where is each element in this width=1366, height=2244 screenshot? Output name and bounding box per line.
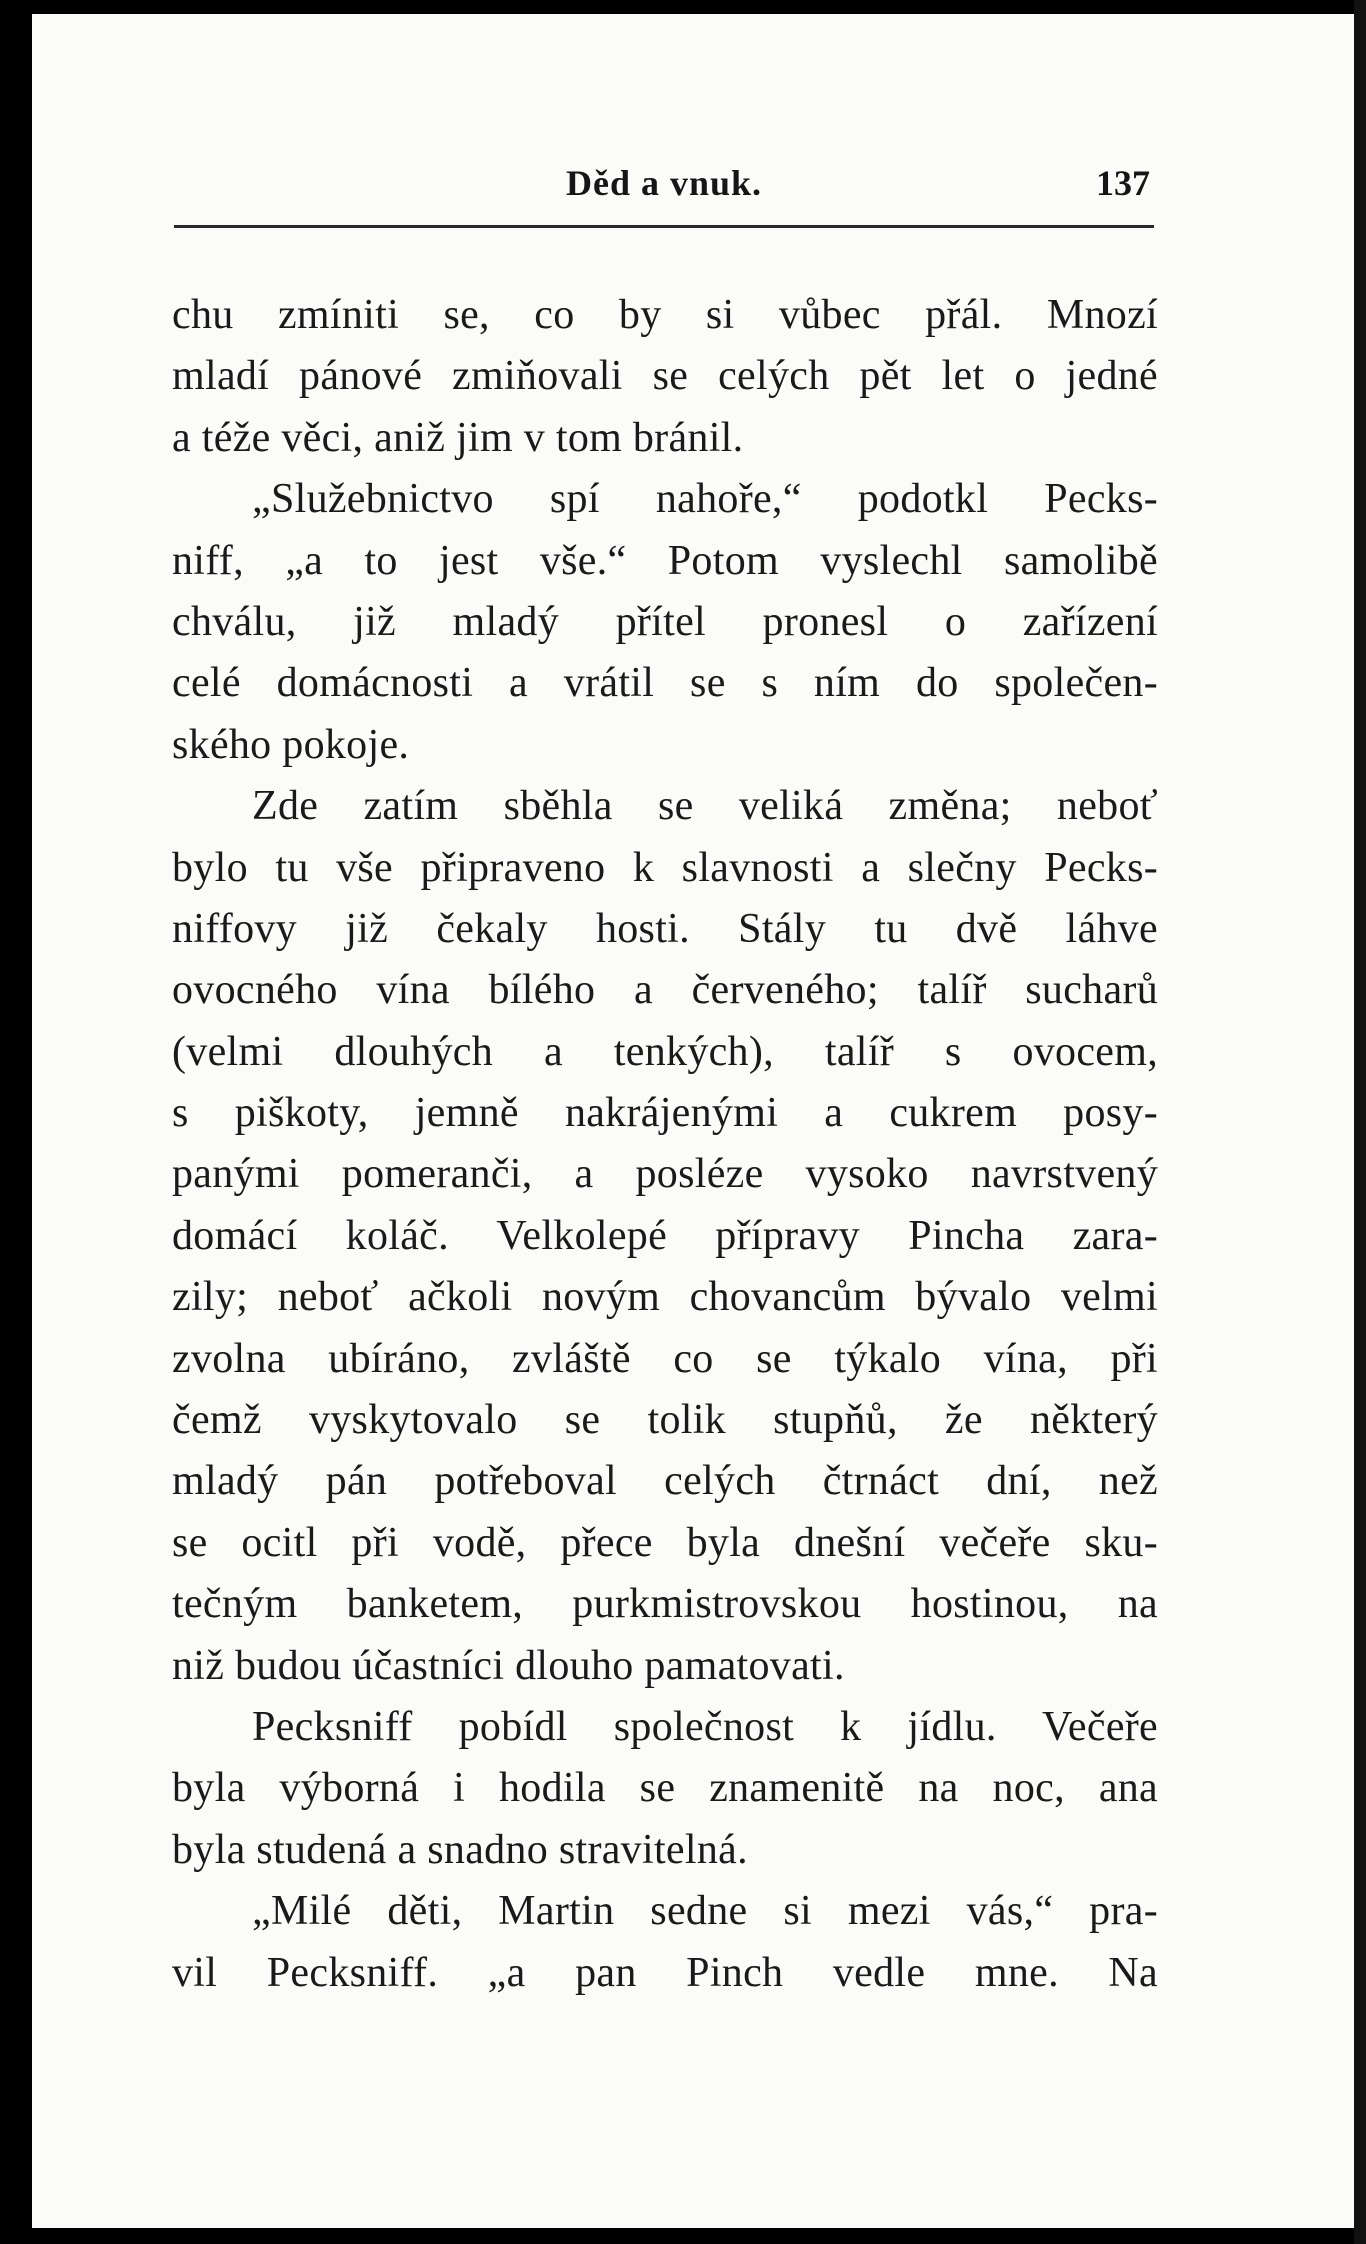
text-line: byla studená a snadno stravitelná.	[172, 1826, 748, 1873]
text-line: chu zmíniti se, co by si vůbec přál. Mnozí	[172, 292, 1158, 338]
text-line: zily; neboť ačkoli novým chovancům bývalo velmi	[172, 1274, 1158, 1321]
text-line: „Milé děti, Martin sedne si mezi vás,“ pra-	[252, 1888, 1158, 1935]
text-line: niff, „a to jest vše.“ Potom vyslechl samolibě	[172, 537, 1158, 584]
body-text	[172, 285, 1158, 2004]
page-number: 137	[1096, 163, 1150, 203]
text-line: mladí pánové zmiňovali se celých pět let o jedné	[172, 353, 1158, 400]
text-line: bylo tu vše připraveno k slavnosti a slečny Pecks-	[172, 844, 1158, 891]
text-line: tečným banketem, purkmistrovskou hostinou, na	[172, 1581, 1158, 1628]
text-line: panými pomeranči, a posléze vysoko navrstvený	[172, 1151, 1158, 1198]
page-header	[174, 160, 1154, 220]
text-line: ovocného vína bílého a červeného; talíř sucharů	[172, 967, 1158, 1014]
text-line: a téže věci, aniž jim v tom bránil.	[172, 414, 744, 461]
scan-edge	[1354, 0, 1366, 2244]
text-line: „Služebnictvo spí nahoře,“ podotkl Pecks-	[252, 476, 1158, 523]
running-title: Děd a vnuk.	[565, 163, 763, 203]
text-line: Zde zatím sběhla se veliká změna; neboť	[252, 783, 1158, 830]
text-line: domácí koláč. Velkolepé přípravy Pincha zara-	[172, 1212, 1158, 1259]
text-line: ského pokoje.	[172, 721, 410, 768]
text-line: se ocitl při vodě, přece byla dnešní večeře sku-	[172, 1519, 1158, 1566]
text-line: niž budou účastníci dlouho pamatovati.	[172, 1642, 845, 1689]
text-line: Pecksniff pobídl společnost k jídlu. Večeře	[252, 1703, 1158, 1750]
text-line: zvolna ubíráno, zvláště co se týkalo vína, při	[172, 1335, 1158, 1382]
text-line: (velmi dlouhých a tenkých), talíř s ovocem,	[172, 1028, 1158, 1075]
text-line: celé domácnosti a vrátil se s ním do společen-	[172, 660, 1158, 707]
header-rule	[174, 225, 1154, 228]
text-line: čemž vyskytovalo se tolik stupňů, že některý	[172, 1397, 1158, 1444]
text-line: chválu, již mladý přítel pronesl o zařízení	[172, 598, 1158, 645]
text-line: vil Pecksniff. „a pan Pinch vedle mne. Na	[172, 1949, 1158, 1996]
text-line: niffovy již čekaly hosti. Stály tu dvě láhve	[172, 905, 1158, 952]
text-line: mladý pán potřeboval celých čtrnáct dní, než	[172, 1458, 1158, 1505]
text-line: s piškoty, jemně nakrájenými a cukrem posy-	[172, 1090, 1158, 1137]
text-line: byla výborná i hodila se znamenitě na noc, ana	[172, 1765, 1158, 1812]
